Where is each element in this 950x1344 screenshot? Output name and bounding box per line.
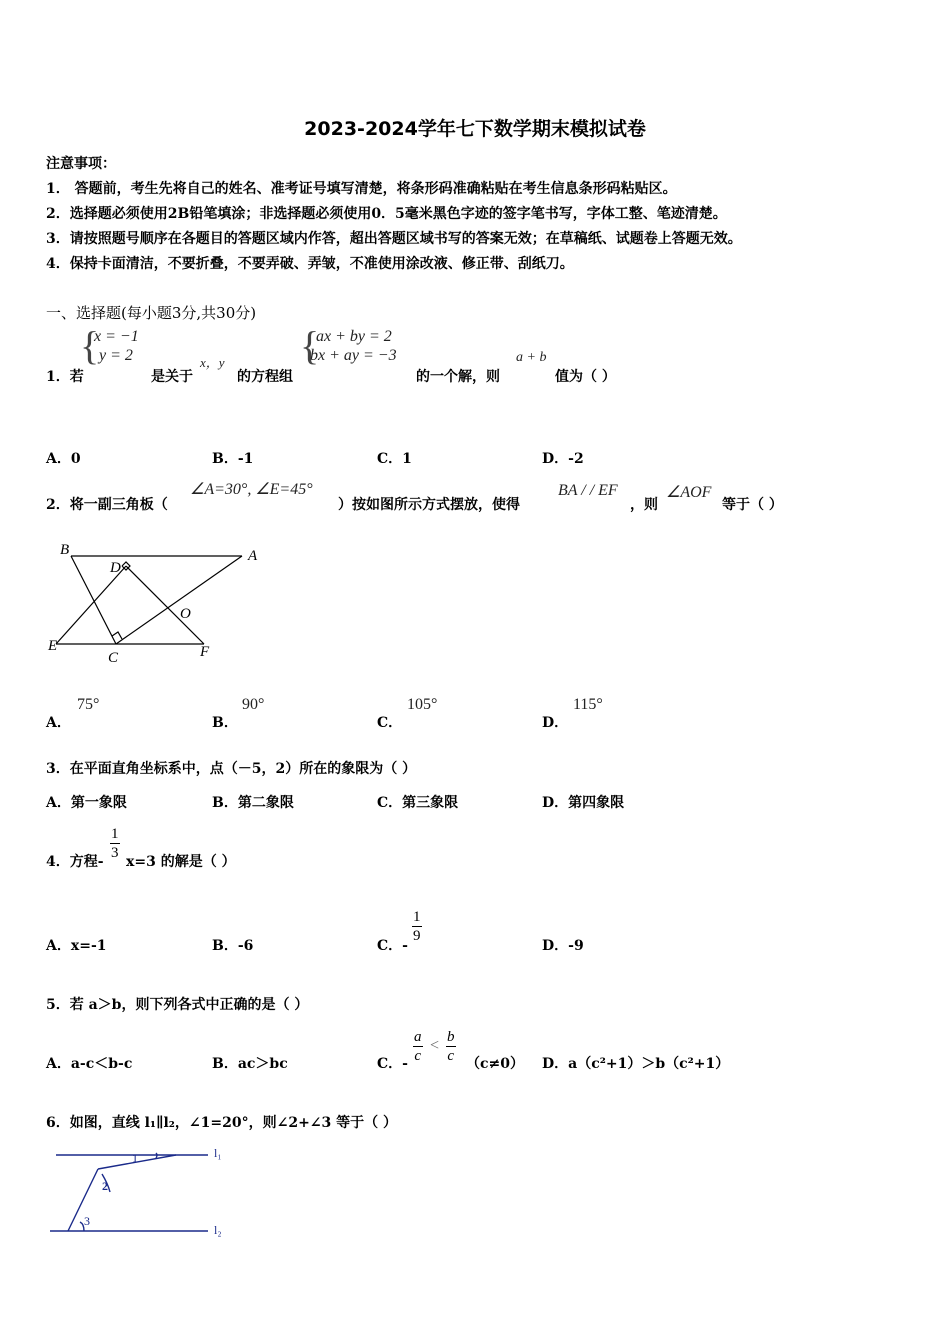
q6-label-angle-1: 1 [132,1151,138,1165]
q4-fraction-denominator: 3 [111,845,119,861]
q1-system1-line1: x = −1 [94,328,139,345]
q6-label-l1: l₁ [214,1146,222,1160]
q1-text-3: 的方程组 [237,369,293,385]
q2-option-b-value: 90° [242,696,265,713]
q2-option-b-letter: B． [212,715,238,731]
q4-fraction [110,825,120,862]
notice-item-3: 3．请按照题号顺序在各题目的答题区域内作答，超出答题区域书写的答案无效；在草稿纸、试题卷上答题无效。 [46,231,742,247]
q1-vars: x，y [200,355,225,370]
q4-text-1: 4．方程- [46,854,104,870]
q2-option-c-value: 105° [407,696,438,713]
q2-parallel: BA / / EF [558,482,618,499]
page-title: 2023-2024学年七下数学期末模拟试卷 [304,118,646,140]
q1-text-4: 的一个解，则 [416,369,500,385]
q4-fraction-numerator: 1 [111,826,119,842]
q2-label-e: E [48,638,58,654]
q5-option-c-prefix: C．- [377,1056,408,1072]
q2-option-d-letter: D． [542,715,569,731]
notice-item-1: 1． 答题前，考生先将自己的姓名、准考证号填写清楚，将条形码准确粘贴在考生信息条形码粘贴区。 [46,181,677,197]
q5-option-c-fraction-2 [446,1028,456,1065]
q4-option-d: D．-9 [542,938,584,954]
q5-option-c-condition: （c≠0） [466,1056,524,1072]
q2-text-3: ，则 [630,497,658,513]
q1-option-a: A．0 [46,451,81,467]
q4-option-c-fraction [412,908,422,945]
notice-item-4: 4．保持卡面清洁，不要折叠，不要弄破、弄皱，不准使用涂改液、修正带、刮纸刀。 [46,256,574,272]
q4-text-2: x=3 的解是（ ） [126,854,236,870]
q2-angle: ∠AOF [666,484,712,501]
q6-label-l2: l₂ [214,1223,222,1237]
q5-option-d: D．a（c²+1）＞b（c²+1） [542,1056,730,1072]
q1-brace-2: { [300,323,320,368]
notice-heading: 注意事项： [46,156,116,172]
q2-option-a-value: 75° [77,696,100,713]
q4-option-c-denominator: 9 [413,928,421,944]
q2-figure [44,536,274,666]
q2-label-f: F [200,644,210,660]
q2-label-o: O [180,606,191,622]
q3-option-b: B．第二象限 [212,795,294,811]
q3-option-d: D．第四象限 [542,795,625,811]
q1-text-5: 值为（ ） [555,369,616,385]
q3-option-a: A．第一象限 [46,795,127,811]
q4-option-c: C．- [377,938,408,954]
q1-option-b: B．-1 [212,451,254,467]
q5-option-c-numerator-1: a [414,1029,422,1045]
q2-label-a: A [248,548,258,564]
q1-text-2: 是关于 [151,369,193,385]
q1-text-1: 1．若 [46,369,84,385]
q1-option-c: C．1 [377,451,412,467]
q4-option-a: A．x=-1 [46,938,107,954]
q2-label-d: D [110,560,121,576]
q2-text-1: 2．将一副三角板（ [46,497,168,513]
notice-item-2: 2．选择题必须使用2B铅笔填涂；非选择题必须使用0．5毫米黑色字迹的签字笔书写，字体工整、笔迹清楚。 [46,206,727,222]
q3-text: 3．在平面直角坐标系中，点（－5，2）所在的象限为（ ） [46,761,417,777]
q2-label-c: C [108,650,119,666]
q2-option-a-letter: A． [46,715,71,731]
q5-option-c-numerator-2: b [447,1029,455,1045]
q5-option-b: B．ac＞bc [212,1056,288,1072]
q2-label-b: B [60,542,70,558]
q2-text-2: ）按如图所示方式摆放，使得 [338,497,520,513]
q4-option-b: B．-6 [212,938,254,954]
q1-option-d: D．-2 [542,451,584,467]
q5-option-c-less-than: < [430,1037,440,1054]
q6-figure [44,1140,244,1240]
q2-option-c-letter: C． [377,715,403,731]
q1-system2-line2: bx + ay = −3 [310,347,397,364]
q2-condition: ∠A=30°, ∠E=45° [190,481,313,498]
q6-label-angle-3: 3 [84,1214,90,1228]
q5-option-c-denominator-2: c [447,1048,455,1064]
q2-text-4: 等于（ ） [722,497,783,513]
q1-expression: a + b [516,350,547,365]
q6-text: 6．如图，直线 l₁∥l₂，∠1=20°，则∠2+∠3 等于（ ） [46,1115,398,1131]
q5-option-c-denominator-1: c [414,1048,422,1064]
q6-label-angle-2: 2 [102,1179,108,1193]
q1-system2-line1: ax + by = 2 [316,328,392,345]
q5-option-a: A．a-c＜b-c [46,1056,133,1072]
section-heading: 一、选择题(每小题3分,共30分) [46,304,257,322]
q3-option-c: C．第三象限 [377,795,459,811]
q1-system1-line2: y = 2 [99,347,133,364]
q2-option-d-value: 115° [573,696,603,713]
q4-option-c-numerator: 1 [413,909,421,925]
q1-brace-1: { [80,323,100,368]
q5-text: 5．若 a＞b，则下列各式中正确的是（ ） [46,997,309,1013]
q5-option-c-fraction-1 [413,1028,423,1065]
